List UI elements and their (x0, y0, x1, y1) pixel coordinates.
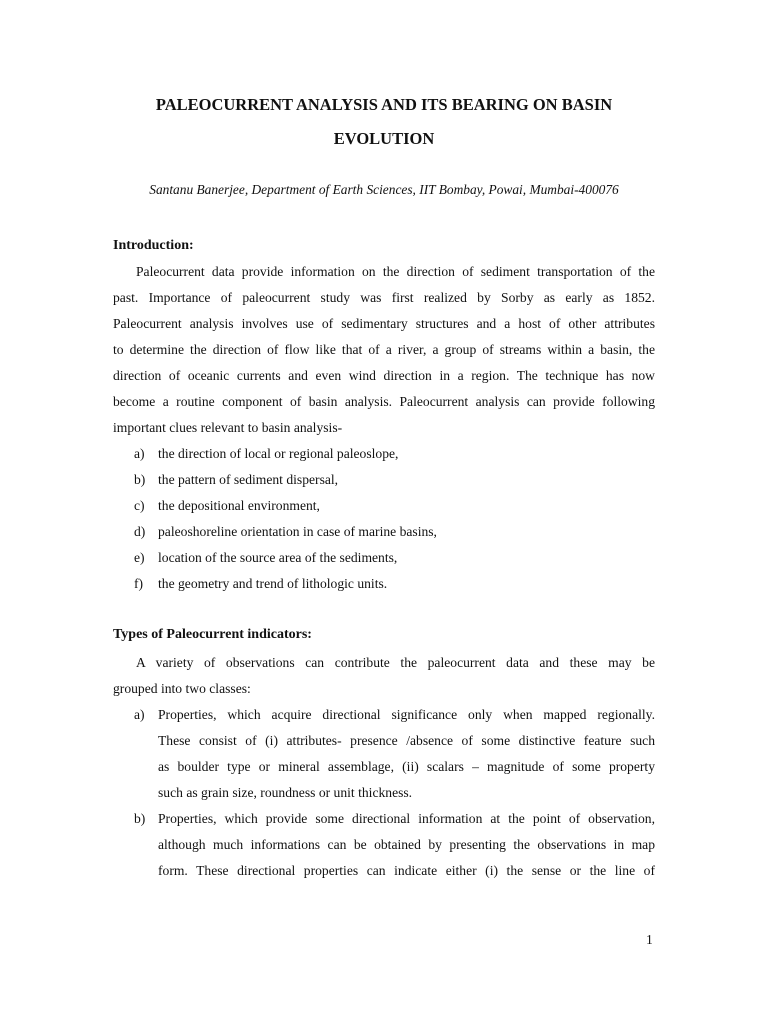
list-item-text: the direction of local or regional paleoslope, (158, 446, 399, 461)
introduction-heading: Introduction: (113, 238, 194, 253)
types-paragraph (113, 650, 655, 702)
list-marker: e) (134, 550, 145, 565)
paragraph-line: important clues relevant to basin analysis- (113, 420, 343, 435)
list-item-line: form. These directional properties can indicate either (i) the sense or the line of (158, 863, 655, 878)
paragraph-line: grouped into two classes: (113, 681, 251, 696)
types-list (113, 702, 655, 884)
types-heading: Types of Paleocurrent indicators: (113, 627, 312, 642)
list-marker: a) (134, 707, 145, 722)
list-item-line: although much informations can be obtained by presenting the observations in map (158, 837, 655, 852)
title-line-2: EVOLUTION (333, 129, 435, 148)
list-item (113, 571, 655, 597)
list-item (113, 806, 655, 884)
list-item-line: These consist of (i) attributes- presence /absence of some distinctive feature such (158, 733, 655, 748)
paragraph-line: A variety of observations can contribute the paleocurrent data and these may be (136, 655, 655, 670)
list-item-line: such as grain size, roundness or unit thickness. (158, 785, 413, 800)
list-marker: f) (134, 576, 144, 591)
list-marker: a) (134, 446, 145, 461)
paragraph-line: past. Importance of paleocurrent study was first realized by Sorby as early as 1852. (113, 290, 655, 305)
list-marker: c) (134, 498, 145, 513)
paper-title (100, 88, 668, 156)
list-item-text: the pattern of sediment dispersal, (158, 472, 339, 487)
list-item-text: location of the source area of the sediments, (158, 550, 398, 565)
list-item (113, 545, 655, 571)
list-item-text: the depositional environment, (158, 498, 320, 513)
paragraph-line: to determine the direction of flow like that of a river, a group of streams within a basin, the (113, 342, 655, 357)
list-item (113, 467, 655, 493)
introduction-list (113, 441, 655, 597)
paragraph-line: Paleocurrent data provide information on the direction of sediment transportation of the (136, 264, 655, 279)
introduction-paragraph (113, 259, 655, 441)
list-item-line: as boulder type or mineral assemblage, (ii) scalars – magnitude of some property (158, 759, 655, 774)
list-item (113, 441, 655, 467)
list-item-line: Properties, which acquire directional significance only when mapped regionally. (158, 707, 655, 722)
list-marker: d) (134, 524, 146, 539)
list-item-line: Properties, which provide some directional information at the point of observation, (158, 811, 655, 826)
list-item (113, 519, 655, 545)
page-number: 1 (646, 932, 653, 947)
paragraph-line: Paleocurrent analysis involves use of sedimentary structures and a host of other attributes (113, 316, 655, 331)
paragraph-line: direction of oceanic currents and even wind direction in a region. The technique has now (113, 368, 655, 383)
list-item-text: paleoshoreline orientation in case of marine basins, (158, 524, 437, 539)
list-marker: b) (134, 472, 146, 487)
list-item-text: the geometry and trend of lithologic units. (158, 576, 388, 591)
author-affiliation: Santanu Banerjee, Department of Earth Sciences, IIT Bombay, Powai, Mumbai-400076 (149, 182, 619, 197)
title-line-1: PALEOCURRENT ANALYSIS AND ITS BEARING ON BASIN (155, 95, 613, 114)
list-marker: b) (134, 811, 146, 826)
list-item (113, 493, 655, 519)
paragraph-line: become a routine component of basin analysis. Paleocurrent analysis can provide following (113, 394, 655, 409)
list-item (113, 702, 655, 806)
